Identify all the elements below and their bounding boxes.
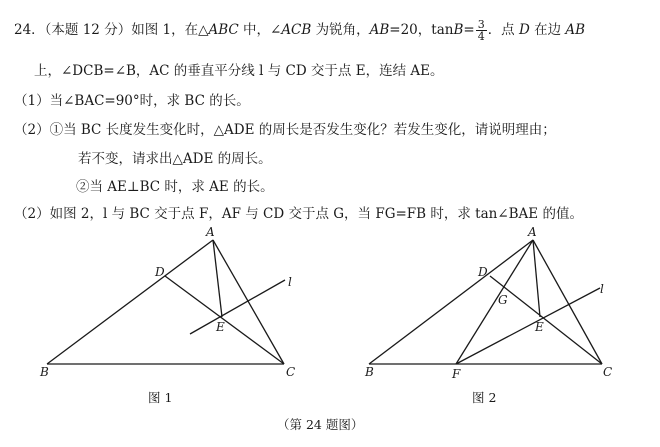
- question-2a: （2）①当 BC 长度发生变化时，△ADE 的周长是否发生变化？若发生变化，请说明理由；: [14, 122, 556, 138]
- figure-2-caption: 图 2: [472, 390, 497, 405]
- fig2-label-d: D: [478, 265, 488, 279]
- fig2-segment-af: [456, 240, 533, 364]
- figure-footer-caption: （第 24 题图）: [277, 417, 364, 432]
- problem-line-2: 上，∠DCB=∠B，AC 的垂直平分线 l 与 CD 交于点 E，连结 AE。: [34, 63, 444, 79]
- question-2b: ②当 AE⊥BC 时，求 AE 的长。: [76, 179, 274, 195]
- fig2-segment-cd: [490, 276, 602, 364]
- fig2-label-a: A: [528, 225, 537, 239]
- fig1-label-e: E: [216, 320, 225, 334]
- question-1: （1）当∠BAC=90°时，求 BC 的长。: [14, 93, 250, 109]
- text-seg: 为锐角，: [311, 22, 370, 38]
- question-3: （2）如图 2，l 与 BC 交于点 F，AF 与 CD 交于点 G，当 FG=FB 时，求 tan∠BAE 的值。: [14, 206, 583, 222]
- fig2-line-l: [456, 288, 600, 364]
- fig1-label-l: l: [288, 275, 292, 289]
- var-ab: AB: [369, 22, 390, 38]
- text-seg: 在边: [529, 22, 566, 38]
- fig1-label-a: A: [206, 225, 215, 239]
- fig2-label-b: B: [365, 365, 374, 379]
- fig2-label-e: E: [535, 320, 544, 334]
- fraction-numerator: 3: [477, 18, 485, 31]
- fig2-segment-ab: [369, 240, 533, 364]
- fig2-label-f: F: [452, 367, 461, 381]
- fig2-label-c: C: [603, 365, 613, 379]
- fig1-label-b: B: [40, 365, 49, 379]
- figure-1-caption: 图 1: [148, 390, 173, 405]
- fig2-label-l: l: [600, 282, 604, 296]
- var-b: B: [453, 22, 464, 38]
- text-seg: =20，tan: [389, 22, 454, 38]
- fig1-label-c: C: [286, 365, 296, 379]
- var-abc: ABC: [208, 22, 239, 38]
- fig2-label-g: G: [498, 293, 508, 307]
- var-acb: ACB: [281, 22, 312, 38]
- text-seg: 中，∠: [238, 22, 282, 38]
- fig1-label-d: D: [155, 265, 165, 279]
- fig2-segment-ac: [533, 240, 602, 364]
- fraction-denominator: 4: [477, 30, 485, 43]
- question-2a-continued: 若不变，请求出△ADE 的周长。: [78, 151, 272, 167]
- problem-header: 24．（本题 12 分）如图 1，在△: [14, 22, 209, 38]
- var-d: D: [518, 22, 530, 38]
- text-seg: ．点: [487, 22, 519, 38]
- text-seg: =: [463, 22, 475, 38]
- var-ab-edge: AB: [565, 22, 586, 38]
